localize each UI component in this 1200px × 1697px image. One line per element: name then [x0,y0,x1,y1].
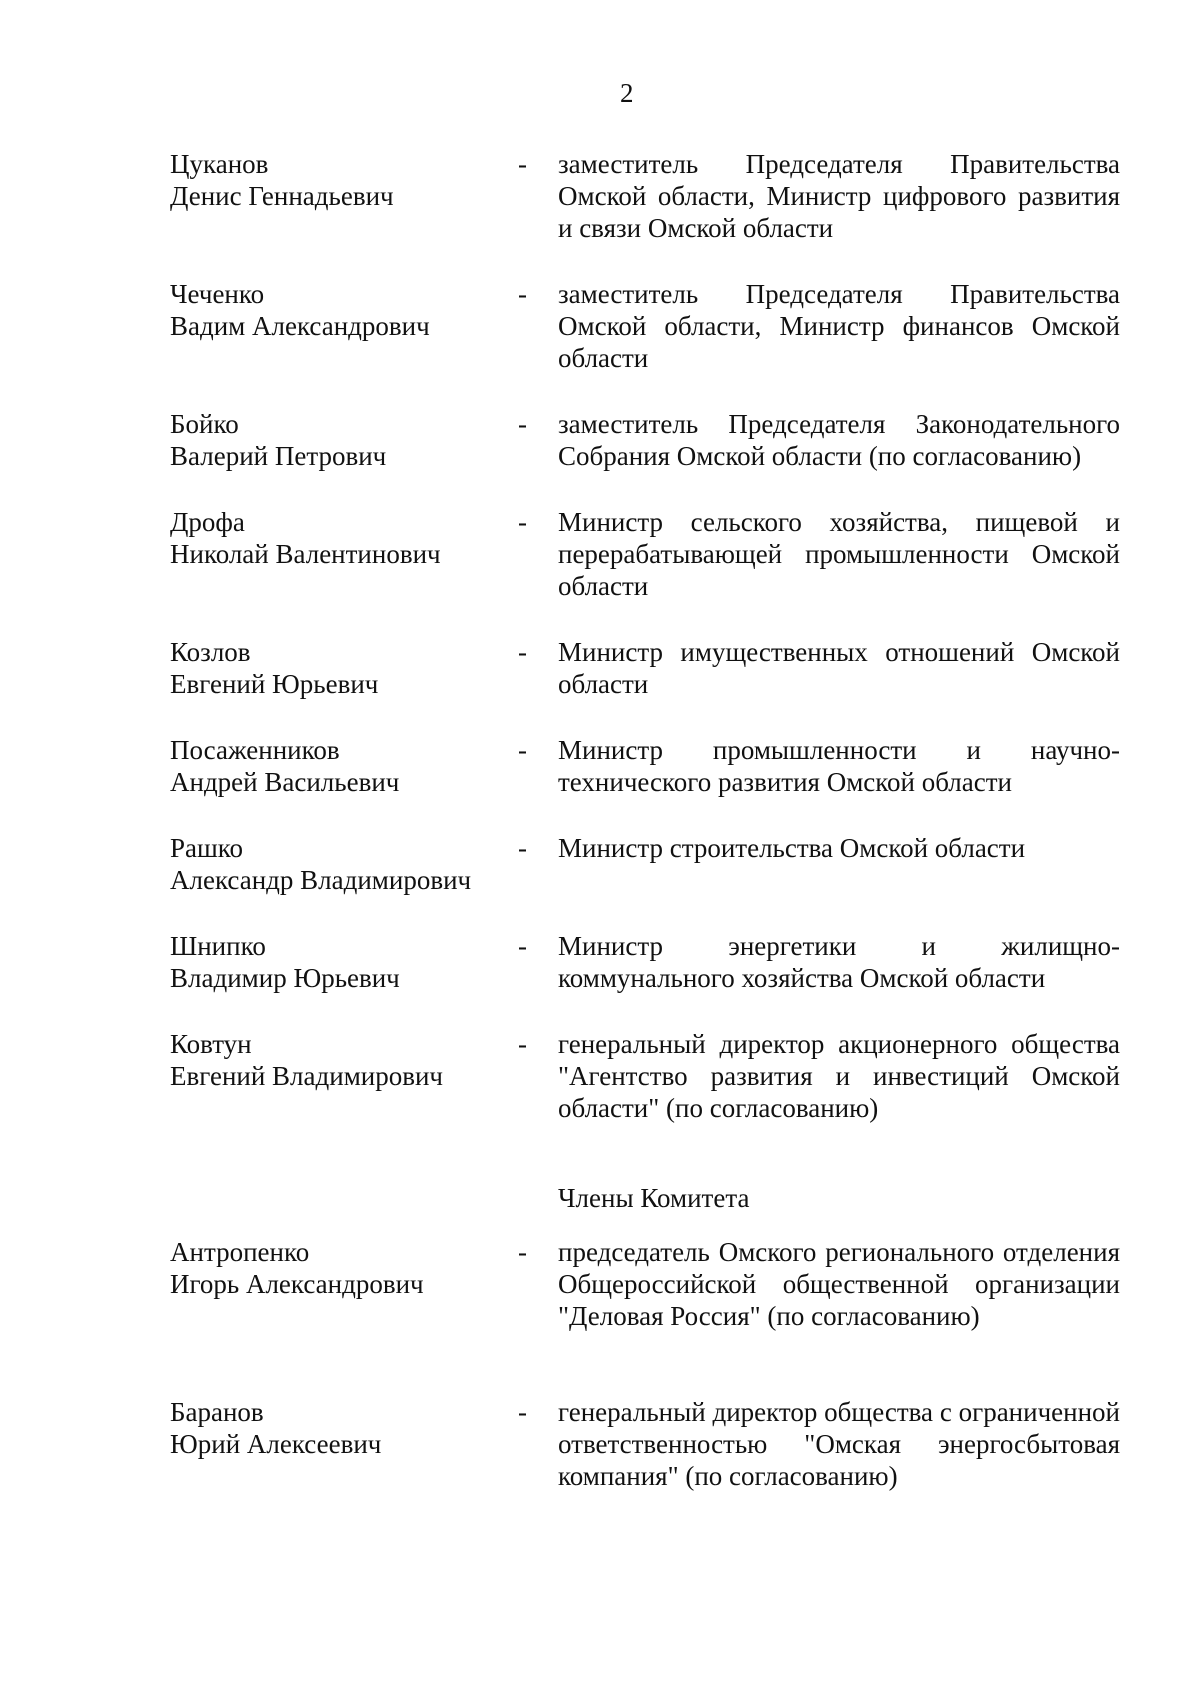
member-role: Министр строительства Омской области [558,833,1026,863]
separator-dash: - [518,1397,527,1427]
page-number: 2 [620,78,634,108]
member-name [170,408,510,472]
member-role: генеральный директор общества с ограниченной ответственностью "Омская энергосбытовая компания" (по согласованию) [558,1397,1120,1491]
separator-dash: - [518,833,527,863]
member-role: Министр энергетики и жилищно-коммунального хозяйства Омской области [558,931,1120,993]
member-given-name: Евгений Юрьевич [170,669,379,699]
member-surname: Шнипко [170,931,266,961]
member-surname: Антропенко [170,1237,310,1267]
member-surname: Баранов [170,1397,264,1427]
member-given-name: Евгений Владимирович [170,1061,444,1091]
member-role: заместитель Председателя Законодательного Собрания Омской области (по согласованию) [558,409,1120,471]
member-name [170,1396,510,1460]
member-surname: Посаженников [170,735,340,765]
member-role: Министр промышленности и научно-технического развития Омской области [558,735,1120,797]
separator-dash: - [518,931,527,961]
member-name [170,1236,510,1300]
member-given-name: Николай Валентинович [170,539,441,569]
member-given-name: Денис Геннадьевич [170,181,394,211]
member-given-name: Андрей Васильевич [170,767,400,797]
member-surname: Цуканов [170,149,269,179]
member-surname: Ковтун [170,1029,252,1059]
member-given-name: Юрий Алексеевич [170,1429,382,1459]
member-role: заместитель Председателя Правительства Омской области, Министр финансов Омской области [558,279,1120,373]
member-name [170,832,510,896]
member-given-name: Александр Владимирович [170,865,472,895]
separator-dash: - [518,637,527,667]
member-surname: Дрофа [170,507,245,537]
separator-dash: - [518,149,527,179]
member-role: председатель Омского регионального отделения Общероссийской общественной организации "Деловая Россия" (по согласованию) [558,1237,1120,1331]
member-name [170,1028,510,1092]
section-heading: Члены Комитета [558,1183,750,1213]
member-surname: Бойко [170,409,239,439]
separator-dash: - [518,507,527,537]
member-role: заместитель Председателя Правительства Омской области, Министр цифрового развития и связи Омской области [558,149,1120,243]
member-given-name: Валерий Петрович [170,441,387,471]
separator-dash: - [518,409,527,439]
member-name [170,148,510,212]
member-surname: Козлов [170,637,251,667]
member-given-name: Вадим Александрович [170,311,430,341]
separator-dash: - [518,735,527,765]
member-given-name: Владимир Юрьевич [170,963,400,993]
member-name [170,278,510,342]
separator-dash: - [518,1029,527,1059]
separator-dash: - [518,279,527,309]
member-surname: Рашко [170,833,244,863]
member-given-name: Игорь Александрович [170,1269,424,1299]
member-role: Министр имущественных отношений Омской области [558,637,1120,699]
member-name [170,930,510,994]
member-role: генеральный директор акционерного общества "Агентство развития и инвестиций Омской области" (по согласованию) [558,1029,1120,1123]
member-surname: Чеченко [170,279,265,309]
member-name [170,636,510,700]
member-name [170,734,510,798]
member-role: Министр сельского хозяйства, пищевой и перерабатывающей промышленности Омской области [558,507,1120,601]
member-name [170,506,510,570]
separator-dash: - [518,1237,527,1267]
